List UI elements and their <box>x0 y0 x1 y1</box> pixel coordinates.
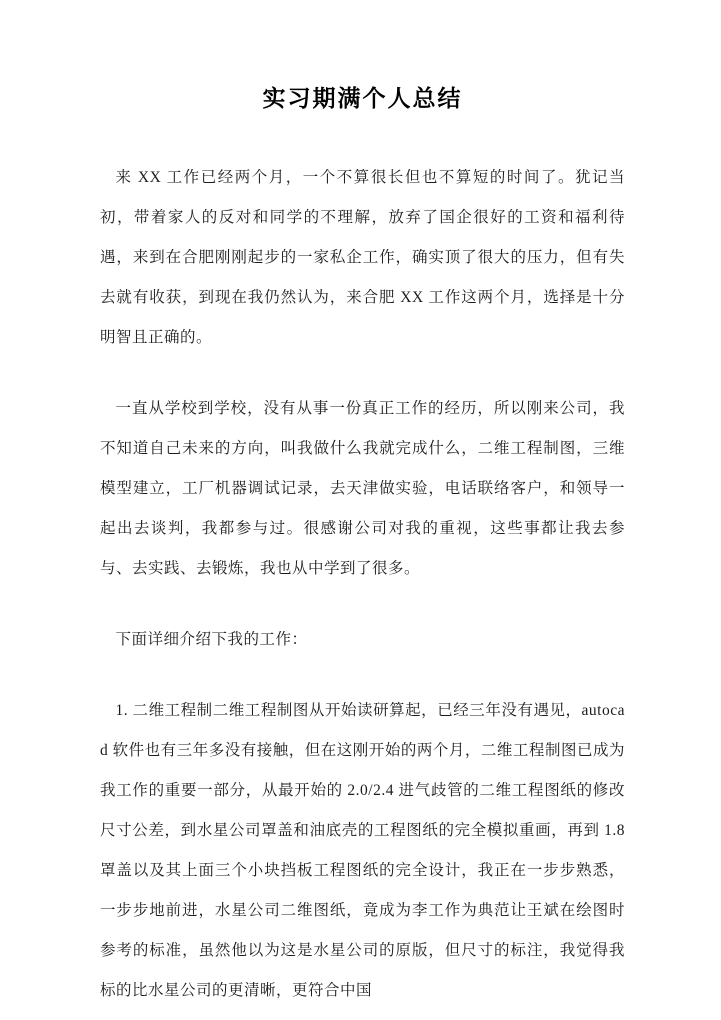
paragraph-intro: 来 XX 工作已经两个月，一个不算很长但也不算短的时间了。犹记当初，带着家人的反对和同学的不理解，放弃了国企很好的工资和福利待遇，来到在合肥刚刚起步的一家私企工作，确实顶了很大的压力，但有失去就有收获，到现在我仍然认为，来合肥 XX 工作这两个月，选择是十分明智且正确的。 <box>100 168 625 346</box>
page-title: 实习期满个人总结 <box>262 86 463 111</box>
paragraph-experience: 一直从学校到学校，没有从事一份真正工作的经历，所以刚来公司，我不知道自己未来的方向，叫我做什么我就完成什么，二维工程制图，三维模型建立，工厂机器调试记录，去天津做实验，电话联络客户，和领导一起出去谈判，我都参与过。很感谢公司对我的重视，这些事都让我去参与、去实践、去锻炼，我也从中学到了很多。 <box>100 399 625 577</box>
paragraph-work-detail: 1. 二维工程制二维工程制图从开始读研算起，已经三年没有遇见，autocad 软件也有三年多没有接触，但在这刚开始的两个月，二维工程制图已成为我工作的重要一部分，从最开始的 2.0/2.4 进气歧管的二维工程图纸的修改尺寸公差，到水星公司罩盖和油底壳的工程图纸的完全模拟重画，再到 1.8 罩盖以及其上面三个小块挡板工程图纸的完全设计，我正在一步步熟悉，一步步地前进，水星公司二维图纸，竟成为李工作为典范让王斌在绘图时参考的标准，虽然他以为这是水星公司的原版，但尺寸的标注，我觉得我标的比水星公司的更清晰，更符合中国 <box>100 701 625 999</box>
paragraph-work-intro: 下面详细介绍下我的工作： <box>115 630 308 648</box>
